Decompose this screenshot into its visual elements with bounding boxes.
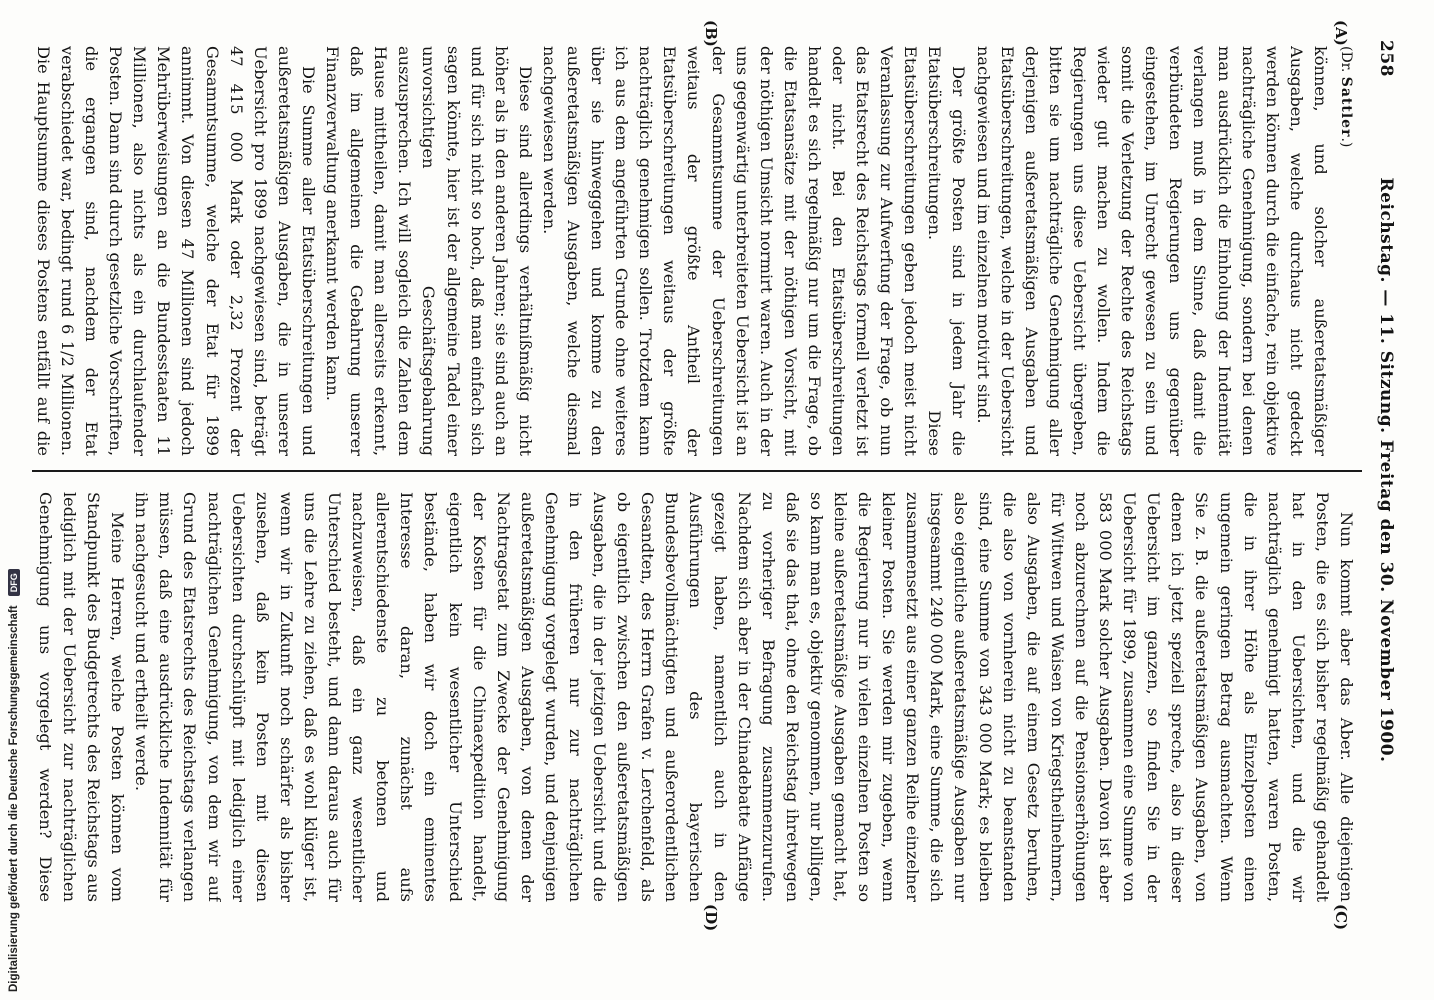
paragraph: können, und solcher außeretatsmäßiger Ausgaben, welche durchaus nicht gedeckt werden können durch die einfache, rein objektive nachträgliche Genehmigung, sondern bei denen man ausdrücklich die Einholung der Indemnität verlangen muß in dem Sinne, daß damit die verbündeten Regierungen uns gegenüber eingestehen, im Unrecht gewesen zu sein und somit die Verletzung der Rechte des Reichstags wieder gut machen zu wollen. Indem die Regierungen uns diese Uebersicht übergeben, bitten sie um nachträgliche Genehmigung aller derjenigen außeretatsmäßigen Ausgaben und Etatsüberschreitungen, welche in der Uebersicht nachgewiesen und im einzelnen motivirt sind. xyxy=(973,46,1330,456)
digitization-note: Digitalisierung gefördert durch die Deutsche Forschungsgemeinschaft xyxy=(8,605,20,992)
column-divider xyxy=(32,470,1362,472)
left-column xyxy=(33,46,1358,456)
page-header xyxy=(1366,40,1396,900)
page-number: 258 xyxy=(1376,40,1396,77)
paragraph: Der größte Posten sind in jedem Jahr die Etatsüberschreitungen. Diese Etatsüberschreitungen geben jedoch meist nicht Veranlassung zur Aufwerfung der Frage, ob nun das Etatsrecht des Reichstags formell verletzt ist oder nicht. Bei den Etatsüberschreitungen handelt es sich regelmäßig nur um die Frage, ob die Etatsansätze mit der nöthigen Vorsicht, mit der nöthigen Umsicht normirt waren. Auch in der uns gegenwärtig unterbreiteten Uebersicht ist an der Gesammtsumme der Ueberschreitungen weitaus der größte Antheil der Etatsüberschreitungen weitaus der größte nachträglich genehmigen sollen. Trotzdem kann ich aus dem angeführten Grunde ohne weiteres über sie hinweggehen und komme zu den außeretatsmäßigen Ausgaben, welche diesmal nachgewiesen werden. xyxy=(539,46,969,456)
paragraph: Meine Herren, welche Posten können vom Standpunkt des Budgetrechts des Reichstags aus lediglich mit der Uebersicht zur nachträglichen Genehmigung uns vorgelegt werden? Diese xyxy=(35,492,128,902)
margin-mark-c: (C) xyxy=(1332,904,1350,931)
paragraph: Nun kommt aber das Aber. Alle diejenigen Posten, die es sich bisher regelmäßig gehandelt hat in den Uebersichten, und die wir nachträglich genehmigt hatten, waren Posten, die in ihrer Höhe als Einzelposten einen ungemein geringen Betrag ausmachten. Wenn Sie z. B. die außeretatsmäßigen Ausgaben, von denen ich jetzt speziell spreche, also in dieser Uebersicht im ganzen, so finden Sie in der Uebersicht für 1899, zusammen eine Summe von 583 000 Mark solcher Ausgaben. Davon ist aber noch abzurechnen auf die Pensionserhöhungen für Wittwen und Waisen von Kriegstheilnehmern, also Ausgaben, die auf einem Gesetz beruhen, die also von vornherein nicht zu beanstanden sind, eine Summe von 343 000 Mark; es bleiben also eigentliche außeretatsmäßige Ausgaben nur insgesammt 240 000 Mark, eine Summe, die sich zusammensetzt aus einer ganzen Reihe einzelner kleiner Posten. Sie werden mir zugeben, wenn die Regierung nur in vielen einzelnen Posten so kleine außeretatsmäßige Ausgaben gemacht hat, so kann man es, objektiv genommen, nur billigen, daß sie das that, ohne den Reichstag ihretwegen zu vorheriger Befragung zusammenzurufen. Nachdem sich aber in der Chinadebatte Anfänge gezeigt haben, namentlich auch in den Ausführungen des bayerischen Bundesbevollmächtigten und außerordentlichen Gesandten, des Herrn Grafen v. Lerchenfeld, als ob eigentlich zwischen den außeretatsmäßigen Ausgaben, die in der jetzigen Uebersicht und die in den früheren nur zur nachträglichen Genehmigung vorgelegt wurden, und denjenigen außeretatsmäßigen Ausgaben, von denen der Nachtragsetat zum Zwecke der Genehmigung der Kosten für die Chinaexpedition handelt, eigentlich kein wesentlicher Unterschied bestände, haben wir doch ein eminentes Interesse daran, zunächst aufs allerentschiedenste zu betonen und nachzuweisen, daß ein ganz wesentlicher Unterschied besteht, und dann daraus auch für uns die Lehre zu ziehen, daß es wohl klüger ist, wenn wir in Zukunft noch schärfer als bisher zusehen, daß kein Posten mit diesen Uebersichten durchschlüpft mit lediglich einer nachträglichen Genehmigung, von dem wir auf Grund des Etatsrechts des Reichstags verlangen müssen, daß eine ausdrückliche Indemnität für ihn nachgesucht und ertheilt werde. xyxy=(132,492,1356,902)
speaker-name: Sattler xyxy=(1338,76,1354,138)
margin-mark-a: (A) xyxy=(1332,20,1350,46)
margin-mark-d: (D) xyxy=(702,904,720,932)
paragraph: Diese sind allerdings verhältnißmäßig nicht höher als in den anderen Jahren; sie sind auch an und für sich nicht so hoch, daß man einfach sich sagen könnte, hier ist der allgemeine Tadel einer unvorsichtigen Geschäftsgebahrung auszusprechen. Ich will sogleich die Zahlen dem Hause mittheilen, damit man allerseits erkennt, daß im allgemeinen die Gebahrung unserer Finanzverwaltung anerkannt werden kann. xyxy=(323,46,535,456)
digitization-footer xyxy=(4,0,28,996)
page-title: Reichstag. — 11. Sitzung. Freitag den 30. November 1900. xyxy=(1376,177,1396,763)
paragraph: Die Summe aller Etatsüberschreitungen und außeretatsmäßigen Ausgaben, die in unserer Uebersicht pro 1899 nachgewiesen sind, beträgt 47 415 000 Mark oder 2,32 Prozent der Gesammtsumme, welche der Etat für 1899 annimmt. Von diesen 47 Millionen sind jedoch Mehrüberweisungen an die Bundesstaaten 11 Millionen, also nichts als ein durchlaufender Posten. Dann sind durch gesetzliche Vorschriften, die ergangen sind, nachdem der Etat verabschiedet war, bedingt rund 6 1/2 Millionen. Die Hauptsumme dieses Postens entfällt auf die xyxy=(33,46,318,456)
right-column xyxy=(33,492,1358,902)
dfg-logo: DFG xyxy=(8,569,20,596)
margin-mark-b: (B) xyxy=(702,20,720,47)
speaker-line: (Dr. Sattler.) xyxy=(1338,46,1354,148)
